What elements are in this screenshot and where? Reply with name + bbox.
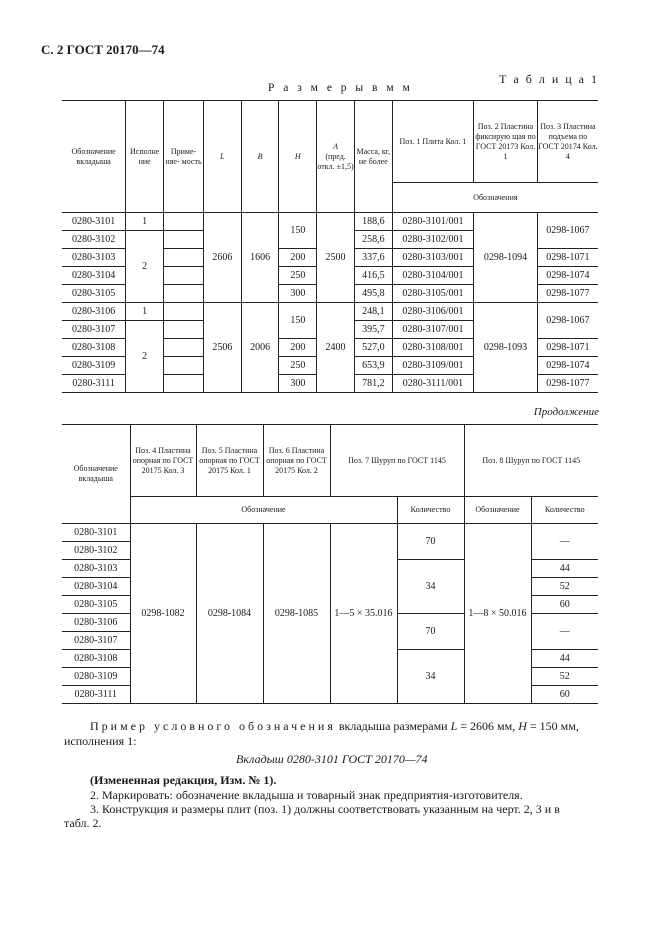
usage-cell [164,285,204,303]
mass-cell: 258,6 [354,231,392,249]
table-row-code: 0280-3103 [62,560,130,578]
pos1-cell: 0280-3106/001 [392,303,473,321]
table-row-code: 0280-3101 [62,213,126,231]
th-usage: Приме- няе- мость [164,101,204,213]
pos3-cell: 0298-1074 [537,267,598,285]
pos3-cell: 0298-1071 [537,249,598,267]
qty8-cell: — [531,524,598,560]
H-cell: 250 [279,267,317,285]
pos3-cell: 0298-1071 [537,339,598,357]
pos1-cell: 0280-3107/001 [392,321,473,339]
example-line2: исполнения 1: [64,734,137,748]
A-cell: 2500 [317,213,355,303]
th-pos5: Поз. 5 Пластина опорная по ГОСТ 20175 Кол. 1 [196,425,263,497]
table-row-code: 0280-3105 [62,596,130,614]
th-pos6: Поз. 6 Пластина опорная по ГОСТ 20175 Кол. 2 [263,425,330,497]
pos3-cell: 0298-1077 [537,285,598,303]
pos1-cell: 0280-3108/001 [392,339,473,357]
pos3-cell: 0298-1067 [537,303,598,339]
version-cell: 2 [126,321,164,393]
table-row-code: 0280-3109 [62,668,130,686]
example-paragraph [90,718,610,734]
table-row-code: 0280-3101 [62,524,130,542]
usage-cell [164,303,204,321]
table-row-code: 0280-3106 [62,614,130,632]
amendment-note: (Измененная редакция, Изм. № 1). [90,773,277,787]
qty7-cell: 70 [397,524,464,560]
L-cell: 2506 [203,303,241,393]
example-L-val: = 2606 мм, [460,719,516,733]
qty8-cell: 60 [531,596,598,614]
usage-cell [164,375,204,393]
usage-cell [164,321,204,339]
table-row-code: 0280-3109 [62,357,126,375]
pos5-cell: 0298-1084 [196,524,263,704]
pos4-cell: 0298-1082 [130,524,196,704]
table-row-code: 0280-3105 [62,285,126,303]
th-designation: Обозначение вкладыша [62,425,130,524]
pos8-cell: 1—8 × 50.016 [464,524,531,704]
H-cell: 200 [279,339,317,357]
page-header: С. 2 ГОСТ 20170—74 [41,42,165,57]
item-2: 2. Маркировать: обозначение вкладыша и товарный знак предприятия-изготовителя. [90,788,523,802]
table-1 [62,100,598,393]
version-cell: 1 [126,213,164,231]
th-mass: Масса, кг, не более [354,101,392,213]
th-pos3: Поз. 3 Пластина подъема по ГОСТ 20174 Кол. 4 [537,101,598,183]
th-oboz: Обозначение [130,497,397,524]
table-row-code: 0280-3107 [62,321,126,339]
mass-cell: 248,1 [354,303,392,321]
table-label: Т а б л и ц а 1 [499,72,599,86]
th-pos2: Поз. 2 Пластина фиксирую щая по ГОСТ 20173 Кол. 1 [474,101,538,183]
pos2-cell: 0298-1093 [474,303,538,393]
table-row-code: 0280-3104 [62,267,126,285]
qty8-cell: 44 [531,560,598,578]
th-pos1: Поз. 1 Плита Кол. 1 [392,101,473,183]
pos6-cell: 0298-1085 [263,524,330,704]
table-row-code: 0280-3103 [62,249,126,267]
th-qty2: Количество [531,497,598,524]
table-row-code: 0280-3104 [62,578,130,596]
B-cell: 2006 [241,303,279,393]
H-cell: 250 [279,357,317,375]
qty8-cell: 52 [531,578,598,596]
H-cell: 300 [279,375,317,393]
H-cell: 150 [279,303,317,339]
usage-cell [164,339,204,357]
pos1-cell: 0280-3101/001 [392,213,473,231]
usage-cell [164,357,204,375]
pos1-cell: 0280-3103/001 [392,249,473,267]
example-code: Вкладыш 0280-3101 ГОСТ 20170—74 [236,752,428,766]
mass-cell: 781,2 [354,375,392,393]
pos1-cell: 0280-3105/001 [392,285,473,303]
table-row-code: 0280-3102 [62,542,130,560]
th-pos4: Поз. 4 Пластина опорная по ГОСТ 20175 Кол. 3 [130,425,196,497]
th-qty: Количество [397,497,464,524]
H-cell: 200 [279,249,317,267]
mass-cell: 395,7 [354,321,392,339]
example-L: L [450,719,458,733]
mass-cell: 527,0 [354,339,392,357]
table-row-code: 0280-3106 [62,303,126,321]
qty8-cell: — [531,614,598,650]
pos1-cell: 0280-3102/001 [392,231,473,249]
qty7-cell: 34 [397,560,464,614]
th-H: H [279,101,317,213]
version-cell: 1 [126,303,164,321]
item-3-cont: табл. 2. [64,816,102,830]
table-row-code: 0280-3108 [62,650,130,668]
th-A: A (пред. откл. ±1,5) [317,101,355,213]
th-designations: Обозначения [392,183,598,213]
th-pos8: Поз. 8 Шуруп по ГОСТ 1145 [464,425,598,497]
th-pos7: Поз. 7 Шуруп по ГОСТ 1145 [330,425,464,497]
qty8-cell: 44 [531,650,598,668]
pos1-cell: 0280-3104/001 [392,267,473,285]
usage-cell [164,249,204,267]
qty8-cell: 52 [531,668,598,686]
th-designation: Обозначение вкладыша [62,101,126,213]
table-2 [62,424,598,704]
mass-cell: 495,8 [354,285,392,303]
table-row-code: 0280-3108 [62,339,126,357]
pos3-cell: 0298-1074 [537,357,598,375]
H-cell: 300 [279,285,317,303]
pos3-cell: 0298-1067 [537,213,598,249]
table-row-code: 0280-3102 [62,231,126,249]
A-cell: 2400 [317,303,355,393]
H-cell: 150 [279,213,317,249]
table-row-code: 0280-3111 [62,686,130,704]
th-L: L [203,101,241,213]
example-spaced: Пример условного обозначения [90,719,336,733]
pos1-cell: 0280-3109/001 [392,357,473,375]
th-B: B [241,101,279,213]
th-version: Исполне ние [126,101,164,213]
mass-cell: 416,5 [354,267,392,285]
qty7-cell: 34 [397,650,464,704]
continuation-label: Продолжение [533,406,599,418]
pos2-cell: 0298-1094 [474,213,538,303]
usage-cell [164,267,204,285]
qty7-cell: 70 [397,614,464,650]
pos3-cell: 0298-1077 [537,375,598,393]
example-H-val: = 150 мм, [529,719,579,733]
version-cell: 2 [126,231,164,303]
usage-cell [164,213,204,231]
B-cell: 1606 [241,213,279,303]
table-row-code: 0280-3111 [62,375,126,393]
usage-cell [164,231,204,249]
table-row-code: 0280-3107 [62,632,130,650]
mass-cell: 653,9 [354,357,392,375]
qty8-cell: 60 [531,686,598,704]
pos7-cell: 1—5 × 35.016 [330,524,397,704]
dimensions-label: Р а з м е р ы в м м [268,82,413,94]
th-oboz2: Обозначение [464,497,531,524]
pos1-cell: 0280-3111/001 [392,375,473,393]
example-H: H [518,719,527,733]
item-3: 3. Конструкция и размеры плит (поз. 1) должны соответствовать указанным на черт. 2, 3 и в [90,802,560,816]
example-rest: вкладыша размерами [338,719,448,733]
mass-cell: 337,6 [354,249,392,267]
mass-cell: 188,6 [354,213,392,231]
L-cell: 2606 [203,213,241,303]
